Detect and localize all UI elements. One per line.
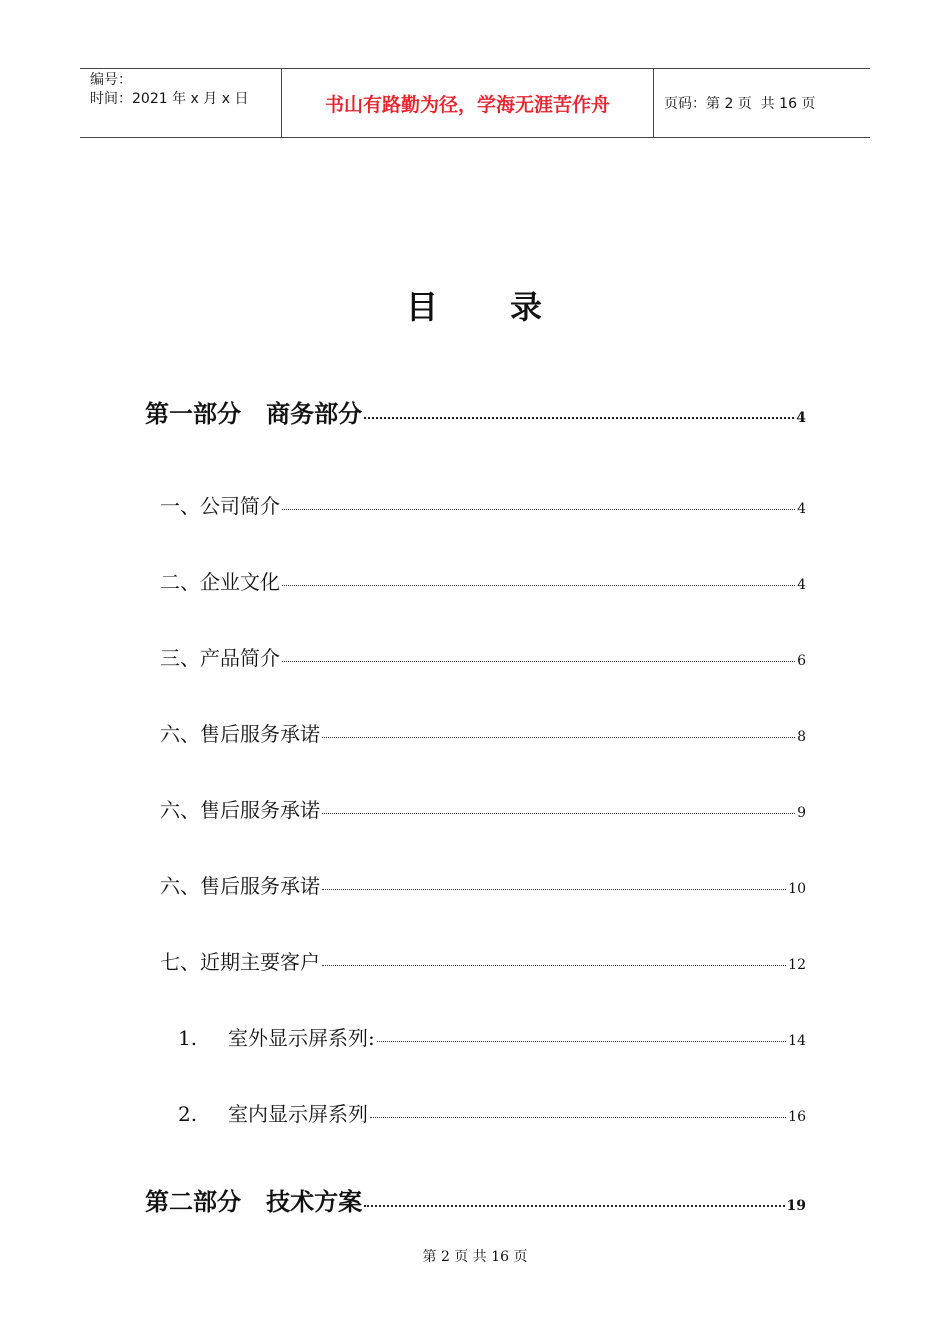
page-footer: 第 2 页 共 16 页 xyxy=(422,1249,528,1265)
toc-leader-dots xyxy=(377,1041,786,1042)
toc-entry-part-2[interactable] xyxy=(145,1182,806,1217)
page-header xyxy=(80,68,870,138)
toc-entry-page: 16 xyxy=(788,1109,806,1125)
toc-title xyxy=(0,282,950,328)
toc-entry-label: 三、产品简介 xyxy=(160,646,280,670)
toc-entry-label: 室内显示屏系列 xyxy=(228,1102,368,1126)
toc-entry[interactable] xyxy=(160,490,806,519)
toc-leader-dots xyxy=(322,813,795,814)
toc-entry-page: 19 xyxy=(786,1198,806,1214)
toc-leader-dots xyxy=(282,585,795,586)
toc-entry-page: 4 xyxy=(797,501,806,517)
toc-entry-label: 二、企业文化 xyxy=(160,570,280,594)
header-meta xyxy=(80,69,281,137)
toc-entry-part-1[interactable] xyxy=(145,394,806,429)
toc-entry[interactable] xyxy=(160,718,806,747)
toc-entry-number: 1. xyxy=(178,1026,198,1050)
header-page-info: 页码：第 2 页 共 16 页 xyxy=(664,96,816,112)
toc-entry-sub[interactable] xyxy=(178,1098,806,1127)
toc-entry-page: 6 xyxy=(797,653,806,669)
toc-entry-label: 室外显示屏系列: xyxy=(228,1026,375,1050)
toc-entry-page: 8 xyxy=(797,729,806,745)
toc-leader-dots xyxy=(370,1117,786,1118)
toc-entry-label: 第二部分 技术方案 xyxy=(145,1188,363,1216)
toc-entry-page: 14 xyxy=(788,1033,806,1049)
toc-title-char-2: 录 xyxy=(510,288,545,326)
header-code-label: 编号： xyxy=(90,72,132,88)
toc-entry-label: 六、售后服务承诺 xyxy=(160,798,320,822)
toc-leader-dots xyxy=(364,1205,784,1207)
toc-entry-label: 六、售后服务承诺 xyxy=(160,722,320,746)
toc-entry-page: 10 xyxy=(788,881,806,897)
toc-entry-label: 第一部分 商务部分 xyxy=(145,400,363,428)
toc-entry-page: 12 xyxy=(788,957,806,973)
toc-leader-dots xyxy=(282,509,795,510)
toc-leader-dots xyxy=(282,661,795,662)
toc-entry-page: 4 xyxy=(797,577,806,593)
toc-leader-dots xyxy=(322,737,795,738)
toc-entry-page: 9 xyxy=(797,805,806,821)
header-motto: 书山有路勤为径，学海无涯苦作舟 xyxy=(281,69,654,137)
toc-entry-label: 一、公司简介 xyxy=(160,494,280,518)
toc-entry[interactable] xyxy=(160,946,806,975)
toc-title-char-1: 目 xyxy=(405,288,440,326)
toc-entry[interactable] xyxy=(160,566,806,595)
toc-entry[interactable] xyxy=(160,642,806,671)
toc-leader-dots xyxy=(322,889,786,890)
toc-leader-dots xyxy=(322,965,786,966)
toc-leader-dots xyxy=(364,417,794,419)
toc-entry[interactable] xyxy=(160,870,806,899)
header-time-label: 时间：2021 年 x 月 x 日 xyxy=(90,91,249,107)
toc-entry[interactable] xyxy=(160,794,806,823)
toc-entry-label: 七、近期主要客户 xyxy=(160,950,320,974)
toc-entry-sub[interactable] xyxy=(178,1022,806,1051)
toc-entry-page: 4 xyxy=(796,410,806,426)
toc-entry-number: 2. xyxy=(178,1102,198,1126)
toc-entry-label: 六、售后服务承诺 xyxy=(160,874,320,898)
